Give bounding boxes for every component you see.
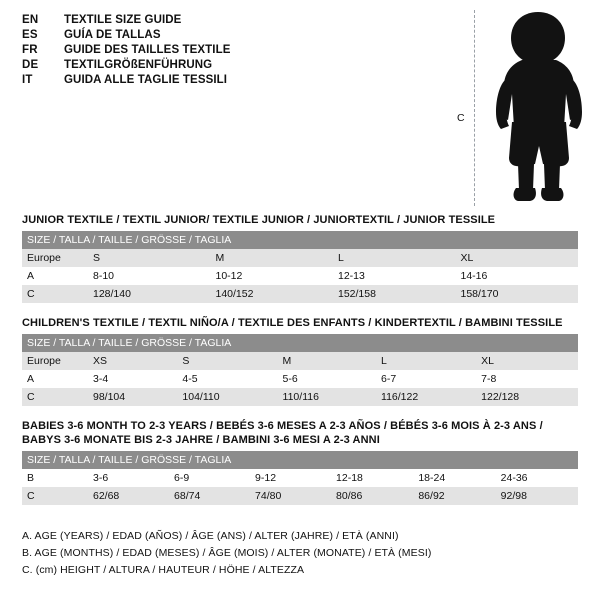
- language-row: [22, 44, 442, 56]
- value-cell: 152/158: [333, 285, 456, 303]
- height-measure-figure: [448, 8, 588, 208]
- value-cell: 140/152: [211, 285, 334, 303]
- value-cell: 8-10: [88, 267, 211, 285]
- table-row: [22, 334, 578, 352]
- value-cell: 80/86: [331, 487, 413, 505]
- language-row: [22, 59, 442, 71]
- size-header-label: SIZE / TALLA / TAILLE / GRÖSSE / TAGLIA: [22, 334, 578, 352]
- section-title: JUNIOR TEXTILE / TEXTIL JUNIOR/ TEXTILE JUNIOR / JUNIORTEXTIL / JUNIOR TESSILE: [22, 214, 496, 226]
- size-cell: S: [88, 249, 211, 267]
- height-measure-label: C: [457, 112, 465, 124]
- language-row: [22, 29, 442, 41]
- value-cell: 6-7: [376, 370, 476, 388]
- babies-size-table: [22, 451, 578, 505]
- size-cell: M: [278, 352, 376, 370]
- value-cell: 62/68: [88, 487, 169, 505]
- row-label: A: [22, 370, 88, 388]
- table-row: [22, 451, 578, 469]
- value-cell: 12-13: [333, 267, 456, 285]
- legend-item-b: B. AGE (MONTHS) / EDAD (MESES) / ÂGE (MOIS) / ALTER (MONATE) / ETÀ (MESI): [22, 547, 432, 559]
- value-cell: 7-8: [476, 370, 578, 388]
- value-cell: 6-9: [169, 469, 250, 487]
- size-cell: XS: [88, 352, 177, 370]
- height-dashed-line: [474, 10, 475, 206]
- language-row: [22, 74, 442, 86]
- toddler-silhouette-icon: [478, 8, 588, 206]
- size-cell: XL: [456, 249, 579, 267]
- section-title-line2: BABYS 3-6 MONATE BIS 2-3 JAHRE / BAMBINI 3-6 MESI A 2-3 ANNI: [22, 434, 380, 446]
- value-cell: 122/128: [476, 388, 578, 406]
- section-title: CHILDREN'S TEXTILE / TEXTIL NIÑO/A / TEXTILE DES ENFANTS / KINDERTEXTIL / BAMBINI TESSILE: [22, 317, 563, 329]
- value-cell: 86/92: [413, 487, 495, 505]
- language-title: TEXTILE SIZE GUIDE: [64, 14, 182, 26]
- value-cell: 3-6: [88, 469, 169, 487]
- value-cell: 128/140: [88, 285, 211, 303]
- row-label: A: [22, 267, 88, 285]
- language-code: FR: [22, 44, 38, 56]
- section-title: BABIES 3-6 MONTH TO 2-3 YEARS / BEBÉS 3-6 MESES A 2-3 AÑOS / BÉBÉS 3-6 MOIS À 2-3 ANS /: [22, 420, 543, 432]
- size-cell: XL: [476, 352, 578, 370]
- row-label: Europe: [22, 249, 88, 267]
- value-cell: 4-5: [177, 370, 277, 388]
- value-cell: 116/122: [376, 388, 476, 406]
- value-cell: 14-16: [456, 267, 579, 285]
- value-cell: 5-6: [278, 370, 376, 388]
- value-cell: 110/116: [278, 388, 376, 406]
- size-header-label: SIZE / TALLA / TAILLE / GRÖSSE / TAGLIA: [22, 451, 578, 469]
- table-row: [22, 370, 578, 388]
- value-cell: 10-12: [211, 267, 334, 285]
- value-cell: 3-4: [88, 370, 177, 388]
- size-header-label: SIZE / TALLA / TAILLE / GRÖSSE / TAGLIA: [22, 231, 578, 249]
- language-title-block: [22, 14, 442, 89]
- table-row: [22, 388, 578, 406]
- language-row: [22, 14, 442, 26]
- value-cell: 12-18: [331, 469, 413, 487]
- row-label: B: [22, 469, 88, 487]
- language-code: IT: [22, 74, 33, 86]
- value-cell: 158/170: [456, 285, 579, 303]
- junior-size-table: [22, 231, 578, 303]
- row-label: C: [22, 285, 88, 303]
- value-cell: 24-36: [496, 469, 578, 487]
- value-cell: 98/104: [88, 388, 177, 406]
- value-cell: 18-24: [413, 469, 495, 487]
- language-title: GUÍA DE TALLAS: [64, 29, 161, 41]
- children-size-table: [22, 334, 578, 406]
- table-row: [22, 285, 578, 303]
- size-cell: L: [376, 352, 476, 370]
- language-code: EN: [22, 14, 39, 26]
- row-label: C: [22, 487, 88, 505]
- table-row: [22, 231, 578, 249]
- language-title: GUIDA ALLE TAGLIE TESSILI: [64, 74, 228, 86]
- size-cell: S: [177, 352, 277, 370]
- value-cell: 74/80: [250, 487, 331, 505]
- table-row: [22, 469, 578, 487]
- language-title: GUIDE DES TAILLES TEXTILE: [64, 44, 231, 56]
- table-row: [22, 267, 578, 285]
- value-cell: 68/74: [169, 487, 250, 505]
- legend-item-c: C. (cm) HEIGHT / ALTURA / HAUTEUR / HÖHE / ALTEZZA: [22, 564, 305, 576]
- table-row: [22, 352, 578, 370]
- value-cell: 9-12: [250, 469, 331, 487]
- value-cell: 92/98: [496, 487, 578, 505]
- table-row: [22, 249, 578, 267]
- section-junior: [22, 214, 578, 303]
- legend-item-a: A. AGE (YEARS) / EDAD (AÑOS) / ÂGE (ANS) / ALTER (JAHRE) / ETÀ (ANNI): [22, 530, 399, 542]
- section-babies: [22, 420, 578, 505]
- language-title: TEXTILGRÖßENFÜHRUNG: [64, 59, 213, 71]
- language-code: ES: [22, 29, 38, 41]
- language-code: DE: [22, 59, 39, 71]
- table-row: [22, 487, 578, 505]
- size-cell: L: [333, 249, 456, 267]
- row-label: Europe: [22, 352, 88, 370]
- section-children: [22, 317, 578, 406]
- size-cell: M: [211, 249, 334, 267]
- row-label: C: [22, 388, 88, 406]
- value-cell: 104/110: [177, 388, 277, 406]
- legend-block: [22, 530, 578, 581]
